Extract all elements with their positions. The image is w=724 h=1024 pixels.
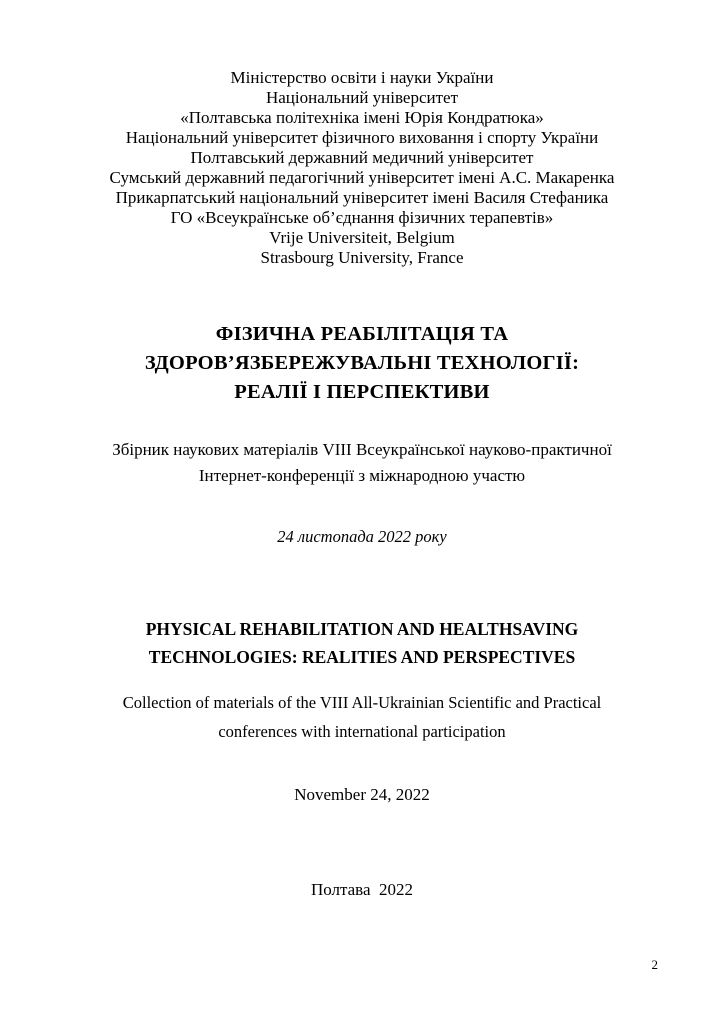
- main-title-uk-line-3: РЕАЛІЇ І ПЕРСПЕКТИВИ: [234, 381, 490, 403]
- org-line-national-university: Національний університет: [265, 88, 459, 107]
- conference-date-english: November 24, 2022: [294, 785, 430, 804]
- org-line-precarpathian-university: Прикарпатський національний університет імені Василя Стефаника: [115, 188, 609, 207]
- org-line-poltava-polytechnic: «Полтавська політехніка імені Юрія Кондратюка»: [180, 108, 544, 127]
- org-line-poltava-medical-university: Полтавський державний медичний університет: [190, 148, 534, 167]
- subtitle-en-line-1: Collection of materials of the VIII All-Ukrainian Scientific and Practical: [122, 693, 602, 712]
- subtitle-en-line-2: conferences with international participation: [218, 722, 506, 741]
- main-title-uk-line-2: ЗДОРОВ’ЯЗБЕРЕЖУВАЛЬНІ ТЕХНОЛОГІЇ:: [144, 352, 580, 374]
- organizations-block: [40, 68, 684, 268]
- org-line-strasbourg-university: Strasbourg University, France: [260, 248, 464, 267]
- org-line-physical-education-university: Національний університет фізичного виховання і спорту України: [125, 128, 599, 147]
- org-line-ministry: Міністерство освіти і науки України: [230, 68, 494, 87]
- page-number: 2: [651, 957, 658, 972]
- subtitle-english: [40, 688, 684, 746]
- conference-date-ukrainian: 24 листопада 2022 року: [277, 527, 447, 546]
- main-title-english: [40, 615, 684, 671]
- main-title-en-line-2: TECHNOLOGIES: REALITIES AND PERSPECTIVES: [148, 647, 576, 667]
- city-and-year: Полтава 2022: [310, 880, 414, 899]
- org-line-physical-therapists-association: ГО «Всеукраїнське об’єднання фізичних терапевтів»: [170, 208, 554, 227]
- subtitle-uk-line-2: Інтернет-конференції з міжнародною участю: [198, 466, 526, 485]
- main-title-uk-line-1: ФІЗИЧНА РЕАБІЛІТАЦІЯ ТА: [215, 323, 509, 345]
- main-title-ukrainian: [40, 320, 684, 407]
- org-line-sumy-pedagogical-university: Сумський державний педагогічний університет імені А.С. Макаренка: [109, 168, 615, 187]
- subtitle-uk-line-1: Збірник наукових матеріалів VIII Всеукраїнської науково-практичної: [112, 440, 612, 459]
- main-title-en-line-1: PHYSICAL REHABILITATION AND HEALTHSAVING: [145, 619, 579, 639]
- subtitle-ukrainian: [40, 437, 684, 489]
- org-line-vrije-universiteit: Vrije Universiteit, Belgium: [269, 228, 455, 247]
